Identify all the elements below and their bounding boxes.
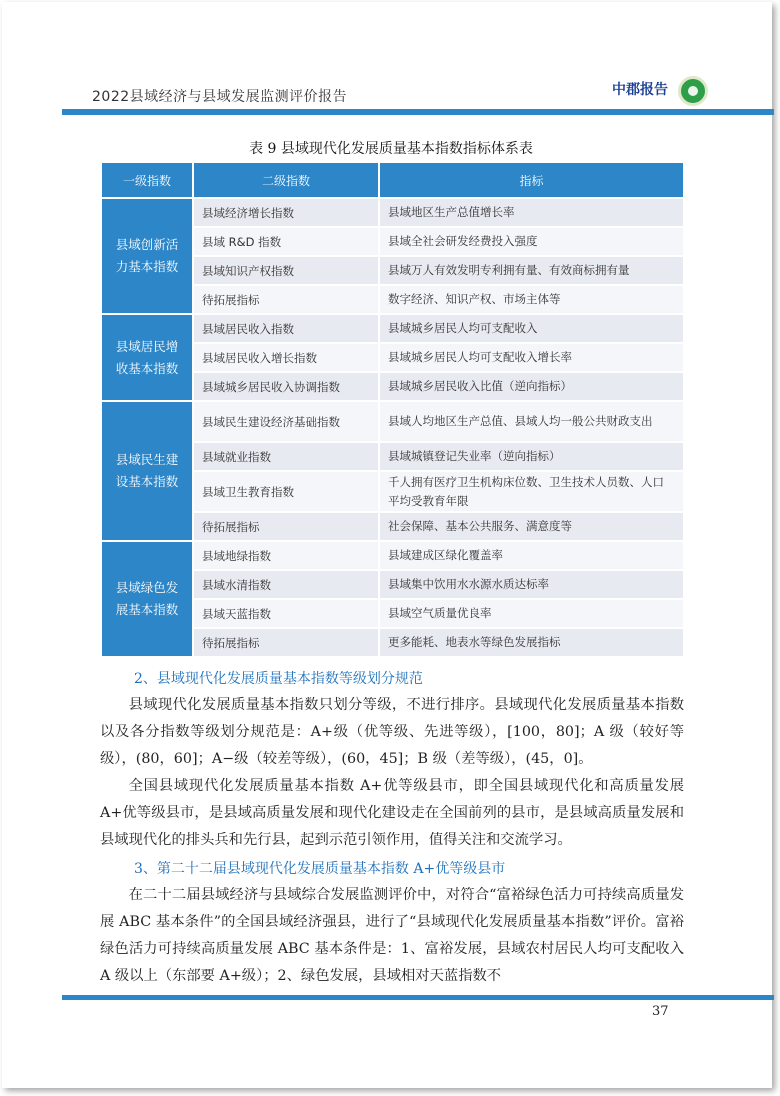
footer-rule xyxy=(62,995,774,1000)
indicator-cell: 县域城乡居民人均可支配收入增长率 xyxy=(379,343,684,372)
level2-cell: 县域居民收入指数 xyxy=(193,314,379,343)
category-label: 县域民生建设基本指数 xyxy=(115,452,179,489)
category-label: 县域绿色发展基本指数 xyxy=(115,580,179,617)
level2-cell: 县域水清指数 xyxy=(193,570,379,599)
paragraph: 全国县域现代化发展质量基本指数 A+优等级县市，即全国县域现代化和高质量发展 A+优等级县市，是县域高质量发展和现代化建设走在全国前列的县市，是县域高质量发展和县域现代化的排头兵和先行县，起到示范引领作用，值得关注和交流学习。 xyxy=(100,778,684,848)
level2-cell: 县域 R&D 指数 xyxy=(193,227,379,256)
table-row xyxy=(101,401,684,442)
section-body xyxy=(100,692,684,854)
level2-cell: 县域知识产权指数 xyxy=(193,256,379,285)
level2-cell: 县域天蓝指数 xyxy=(193,599,379,628)
indicator-cell: 县域地区生产总值增长率 xyxy=(379,198,684,227)
indicator-cell: 县域集中饮用水水源水质达标率 xyxy=(379,570,684,599)
indicator-cell: 数字经济、知识产权、市场主体等 xyxy=(379,285,684,314)
table-row xyxy=(101,541,684,570)
column-header-level2: 二级指数 xyxy=(193,162,379,198)
level2-cell: 待拓展指标 xyxy=(193,628,379,657)
category-cell xyxy=(101,541,193,657)
category-cell xyxy=(101,401,193,541)
category-label: 县域创新活力基本指数 xyxy=(115,237,179,274)
column-header-level1: 一级指数 xyxy=(101,162,193,198)
column-header-indicator: 指标 xyxy=(379,162,684,198)
running-title: 2022县域经济与县域发展监测评价报告 xyxy=(92,89,348,105)
brand-logo-icon xyxy=(678,76,708,106)
level2-cell: 县域居民收入增长指数 xyxy=(193,343,379,372)
indicator-cell: 县域城镇登记失业率（逆向指标） xyxy=(379,442,684,471)
level2-cell: 待拓展指标 xyxy=(193,512,379,541)
table-row xyxy=(101,314,684,343)
indicator-cell: 更多能耗、地表水等绿色发展指标 xyxy=(379,628,684,657)
level2-cell: 县域地绿指数 xyxy=(193,541,379,570)
level2-cell: 待拓展指标 xyxy=(193,285,379,314)
indicator-cell: 县域城乡居民收入比值（逆向指标） xyxy=(379,372,684,401)
table-caption: 表 9 县域现代化发展质量基本指数指标体系表 xyxy=(249,141,533,157)
paragraph: 县域现代化发展质量基本指数只划分等级，不进行排序。县域现代化发展质量基本指数以及各分指数等级划分规范是：A+级（优等级、先进等级），[100，80]；A 级（较好等级），(80，60]；A−级（较差等级），(60，45]；B 级（差等级），(45，0]。 xyxy=(100,697,684,767)
section-heading: 3、第二十二届县域现代化发展质量基本指数 A+优等级县市 xyxy=(134,861,506,877)
indicator-cell: 县域万人有效发明专利拥有量、有效商标拥有量 xyxy=(379,256,684,285)
level2-cell: 县域城乡居民收入协调指数 xyxy=(193,372,379,401)
brand-name: 中郡报告 xyxy=(612,82,668,98)
indicator-cell: 县域全社会研发经费投入强度 xyxy=(379,227,684,256)
page-number: 37 xyxy=(652,1004,669,1019)
table-row xyxy=(101,198,684,227)
section-body xyxy=(100,882,684,990)
indicator-cell: 县域空气质量优良率 xyxy=(379,599,684,628)
indicator-cell: 县域城乡居民人均可支配收入 xyxy=(379,314,684,343)
header-rule xyxy=(62,109,774,115)
level2-cell: 县域民生建设经济基础指数 xyxy=(193,401,379,442)
category-cell xyxy=(101,314,193,401)
indicator-cell: 县域建成区绿化覆盖率 xyxy=(379,541,684,570)
level2-cell: 县域经济增长指数 xyxy=(193,198,379,227)
indicator-cell: 社会保障、基本公共服务、满意度等 xyxy=(379,512,684,541)
category-cell xyxy=(101,198,193,314)
paragraph: 在二十二届县域经济与县域综合发展监测评价中，对符合“富裕绿色活力可持续高质量发展 ABC 基本条件”的全国县域经济强县，进行了“县域现代化发展质量基本指数”评价。富裕绿色活力可持续高质量发展 ABC 基本条件是：1、富裕发展，县域农村居民人均可支配收入 A 级以上（东部要 A+级）；2、绿色发展，县域相对天蓝指数不 xyxy=(100,887,684,984)
page xyxy=(2,2,772,1088)
indicator-table xyxy=(100,161,685,658)
level2-cell: 县域卫生教育指数 xyxy=(193,471,379,512)
indicator-cell: 县域人均地区生产总值、县域人均一般公共财政支出 xyxy=(379,401,684,442)
category-label: 县域居民增收基本指数 xyxy=(115,338,179,376)
section-heading: 2、县域现代化发展质量基本指数等级划分规范 xyxy=(134,671,423,687)
indicator-cell: 千人拥有医疗卫生机构床位数、卫生技术人员数、人口平均受教育年限 xyxy=(379,471,684,512)
level2-cell: 县域就业指数 xyxy=(193,442,379,471)
